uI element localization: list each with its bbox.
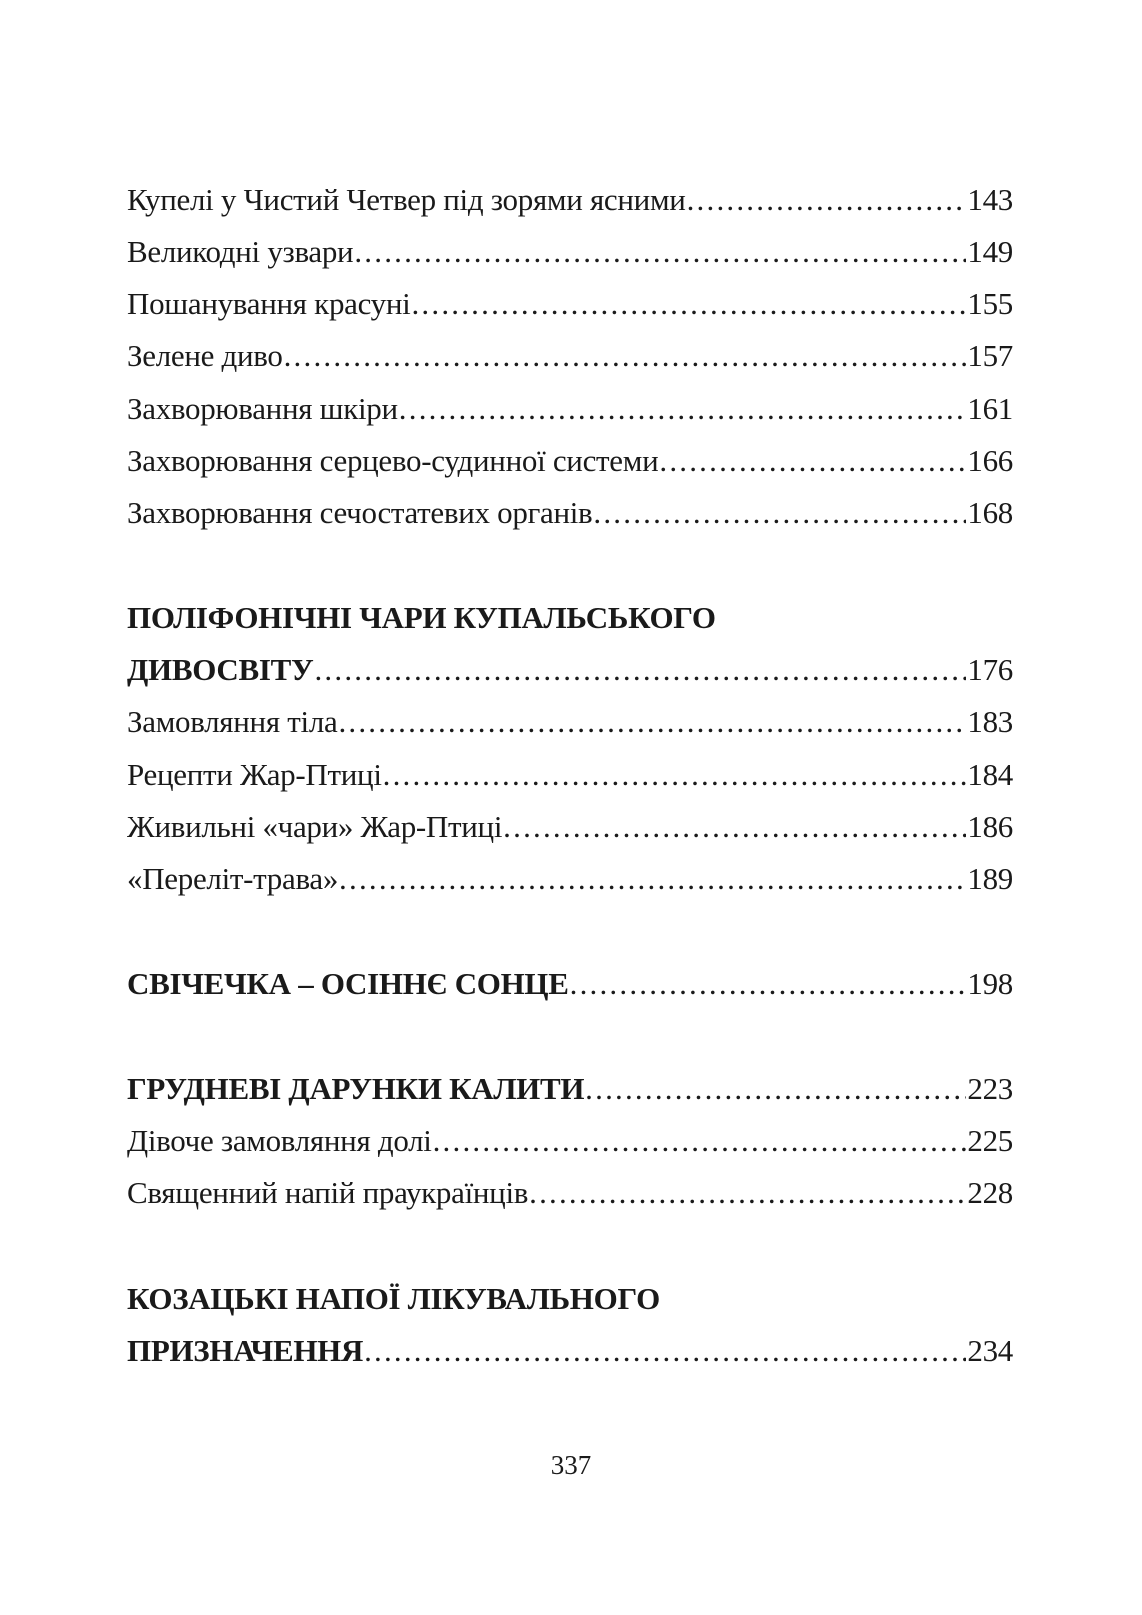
leader-dots <box>659 441 966 481</box>
toc-entry <box>127 1121 1013 1161</box>
leader-dots <box>687 180 967 220</box>
toc-entry-page: 161 <box>967 391 1013 426</box>
toc-entry-page: 189 <box>967 861 1013 896</box>
toc-entry-page: 149 <box>967 234 1013 269</box>
leader-dots <box>529 1173 966 1213</box>
toc-entry-page: 157 <box>967 338 1013 373</box>
leader-dots <box>383 755 967 795</box>
toc-entry-page: 234 <box>967 1333 1013 1368</box>
leader-dots <box>585 1069 966 1109</box>
toc-entry-page: 198 <box>967 966 1013 1001</box>
toc-entry-page: 168 <box>967 495 1013 530</box>
toc-entry-page: 225 <box>967 1123 1013 1158</box>
toc-entry <box>127 232 1013 272</box>
toc-entry <box>127 807 1013 847</box>
toc-entry <box>127 389 1013 429</box>
toc-section-title: ДИВОСВІТУ <box>127 652 314 687</box>
toc-entry-title: Пошанування красуні <box>127 286 411 321</box>
toc-entry-page: 228 <box>967 1175 1013 1210</box>
toc-entry-title: Дівоче замовляння долі <box>127 1123 432 1158</box>
toc-entry-page: 223 <box>967 1071 1013 1106</box>
toc-section-entry <box>127 1069 1013 1109</box>
leader-dots <box>503 807 966 847</box>
toc-entry <box>127 180 1013 220</box>
toc-entry-page: 176 <box>967 652 1013 687</box>
toc-entry-title: Купелі у Чистий Четвер під зорями ясними <box>127 182 686 217</box>
leader-dots <box>284 336 967 376</box>
toc-entry-title: Великодні узвари <box>127 234 354 269</box>
leader-dots <box>433 1121 967 1161</box>
toc-entry-title: «Переліт-трава» <box>127 861 339 896</box>
toc-entry <box>127 336 1013 376</box>
toc-entry-page: 166 <box>967 443 1013 478</box>
toc-entry-title: Замовляння тіла <box>127 704 338 739</box>
toc-entry-title: Священний напій праукраїнців <box>127 1175 529 1210</box>
toc-section-title: СВІЧЕЧКА – ОСІННЄ СОНЦЕ <box>127 966 569 1001</box>
toc-entry-page: 184 <box>967 757 1013 792</box>
toc-entry-page: 143 <box>967 182 1013 217</box>
toc-entry-page: 186 <box>967 809 1013 844</box>
leader-dots <box>338 702 966 742</box>
toc-entry-title: Захворювання шкіри <box>127 391 398 426</box>
toc-section-entry <box>127 1331 1013 1371</box>
toc-entry <box>127 1173 1013 1213</box>
toc-section-title: ГРУДНЕВІ ДАРУНКИ КАЛИТИ <box>127 1071 585 1106</box>
leader-dots <box>339 859 966 899</box>
toc-entry <box>127 441 1013 481</box>
toc-section-entry <box>127 650 1013 690</box>
leader-dots <box>593 493 966 533</box>
toc-entry-title: Рецепти Жар-Птиці <box>127 757 382 792</box>
toc-entry-title: Зелене диво <box>127 338 283 373</box>
leader-dots <box>314 650 966 690</box>
toc-entry <box>127 702 1013 742</box>
toc-section-entry <box>127 964 1013 1004</box>
toc-entry-title: Захворювання серцево-судинної системи <box>127 443 659 478</box>
toc-section-title: ПРИЗНАЧЕННЯ <box>127 1333 364 1368</box>
page-number: 337 <box>550 1450 592 1480</box>
toc-entry-page: 155 <box>967 286 1013 321</box>
leader-dots <box>364 1331 966 1371</box>
toc-entry-title: Живильні «чари» Жар-Птиці <box>127 809 503 844</box>
toc-entry <box>127 755 1013 795</box>
toc-entry-title: Захворювання сечостатевих органів <box>127 495 593 530</box>
section-heading-line1: КОЗАЦЬКІ НАПОЇ ЛІКУВАЛЬНОГО <box>127 1281 660 1316</box>
leader-dots <box>399 389 967 429</box>
section-heading-line1: ПОЛІФОНІЧНІ ЧАРИ КУПАЛЬСЬКОГО <box>127 600 716 635</box>
toc-entry <box>127 859 1013 899</box>
toc-entry <box>127 493 1013 533</box>
leader-dots <box>354 232 966 272</box>
leader-dots <box>411 284 966 324</box>
toc-entry-page: 183 <box>967 704 1013 739</box>
toc-entry <box>127 284 1013 324</box>
leader-dots <box>570 964 967 1004</box>
